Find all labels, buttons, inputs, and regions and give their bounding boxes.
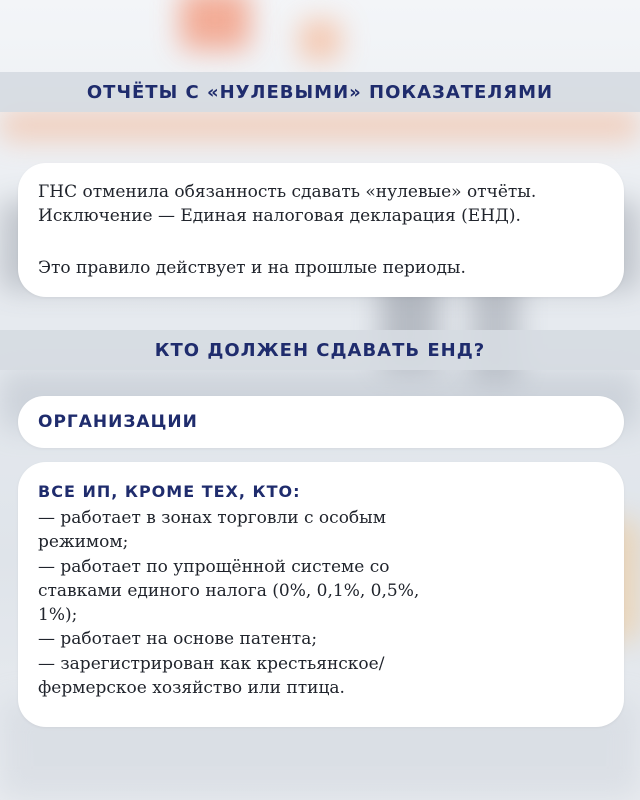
list-item: режимом; [38, 532, 129, 553]
entrepreneurs-card [18, 462, 624, 727]
list-item: — работает в зонах торговли с особым [38, 508, 386, 528]
list-item: — работает на основе патента; [38, 629, 318, 650]
intro-line-3: Это правило действует и на прошлые периоды. [38, 258, 466, 278]
list-item: 1%); [38, 605, 78, 626]
section-title: КТО ДОЛЖЕН СДАВАТЬ ЕНД? [0, 330, 640, 370]
list-item: ставками единого налога (0%, 0,1%, 0,5%, [38, 580, 420, 601]
header-title: ОТЧЁТЫ С «НУЛЕВЫМИ» ПОКАЗАТЕЛЯМИ [0, 72, 640, 112]
entrepreneurs-list [38, 506, 618, 700]
intro-line-2: Исключение — Единая налоговая декларация (ЕНД). [38, 206, 521, 226]
list-item: фермерское хозяйство или птица. [38, 678, 345, 699]
list-item: — зарегистрирован как крестьянское/ [38, 653, 385, 674]
organizations-card [18, 396, 624, 448]
intro-card [18, 163, 624, 297]
entrepreneurs-heading: ВСЕ ИП, КРОМЕ ТЕХ, КТО: [38, 482, 301, 501]
organizations-label: ОРГАНИЗАЦИИ [38, 412, 198, 432]
list-item: — работает по упрощённой системе со [38, 556, 390, 577]
intro-line-1: ГНС отменила обязанность сдавать «нулевые» отчёты. [38, 182, 537, 202]
